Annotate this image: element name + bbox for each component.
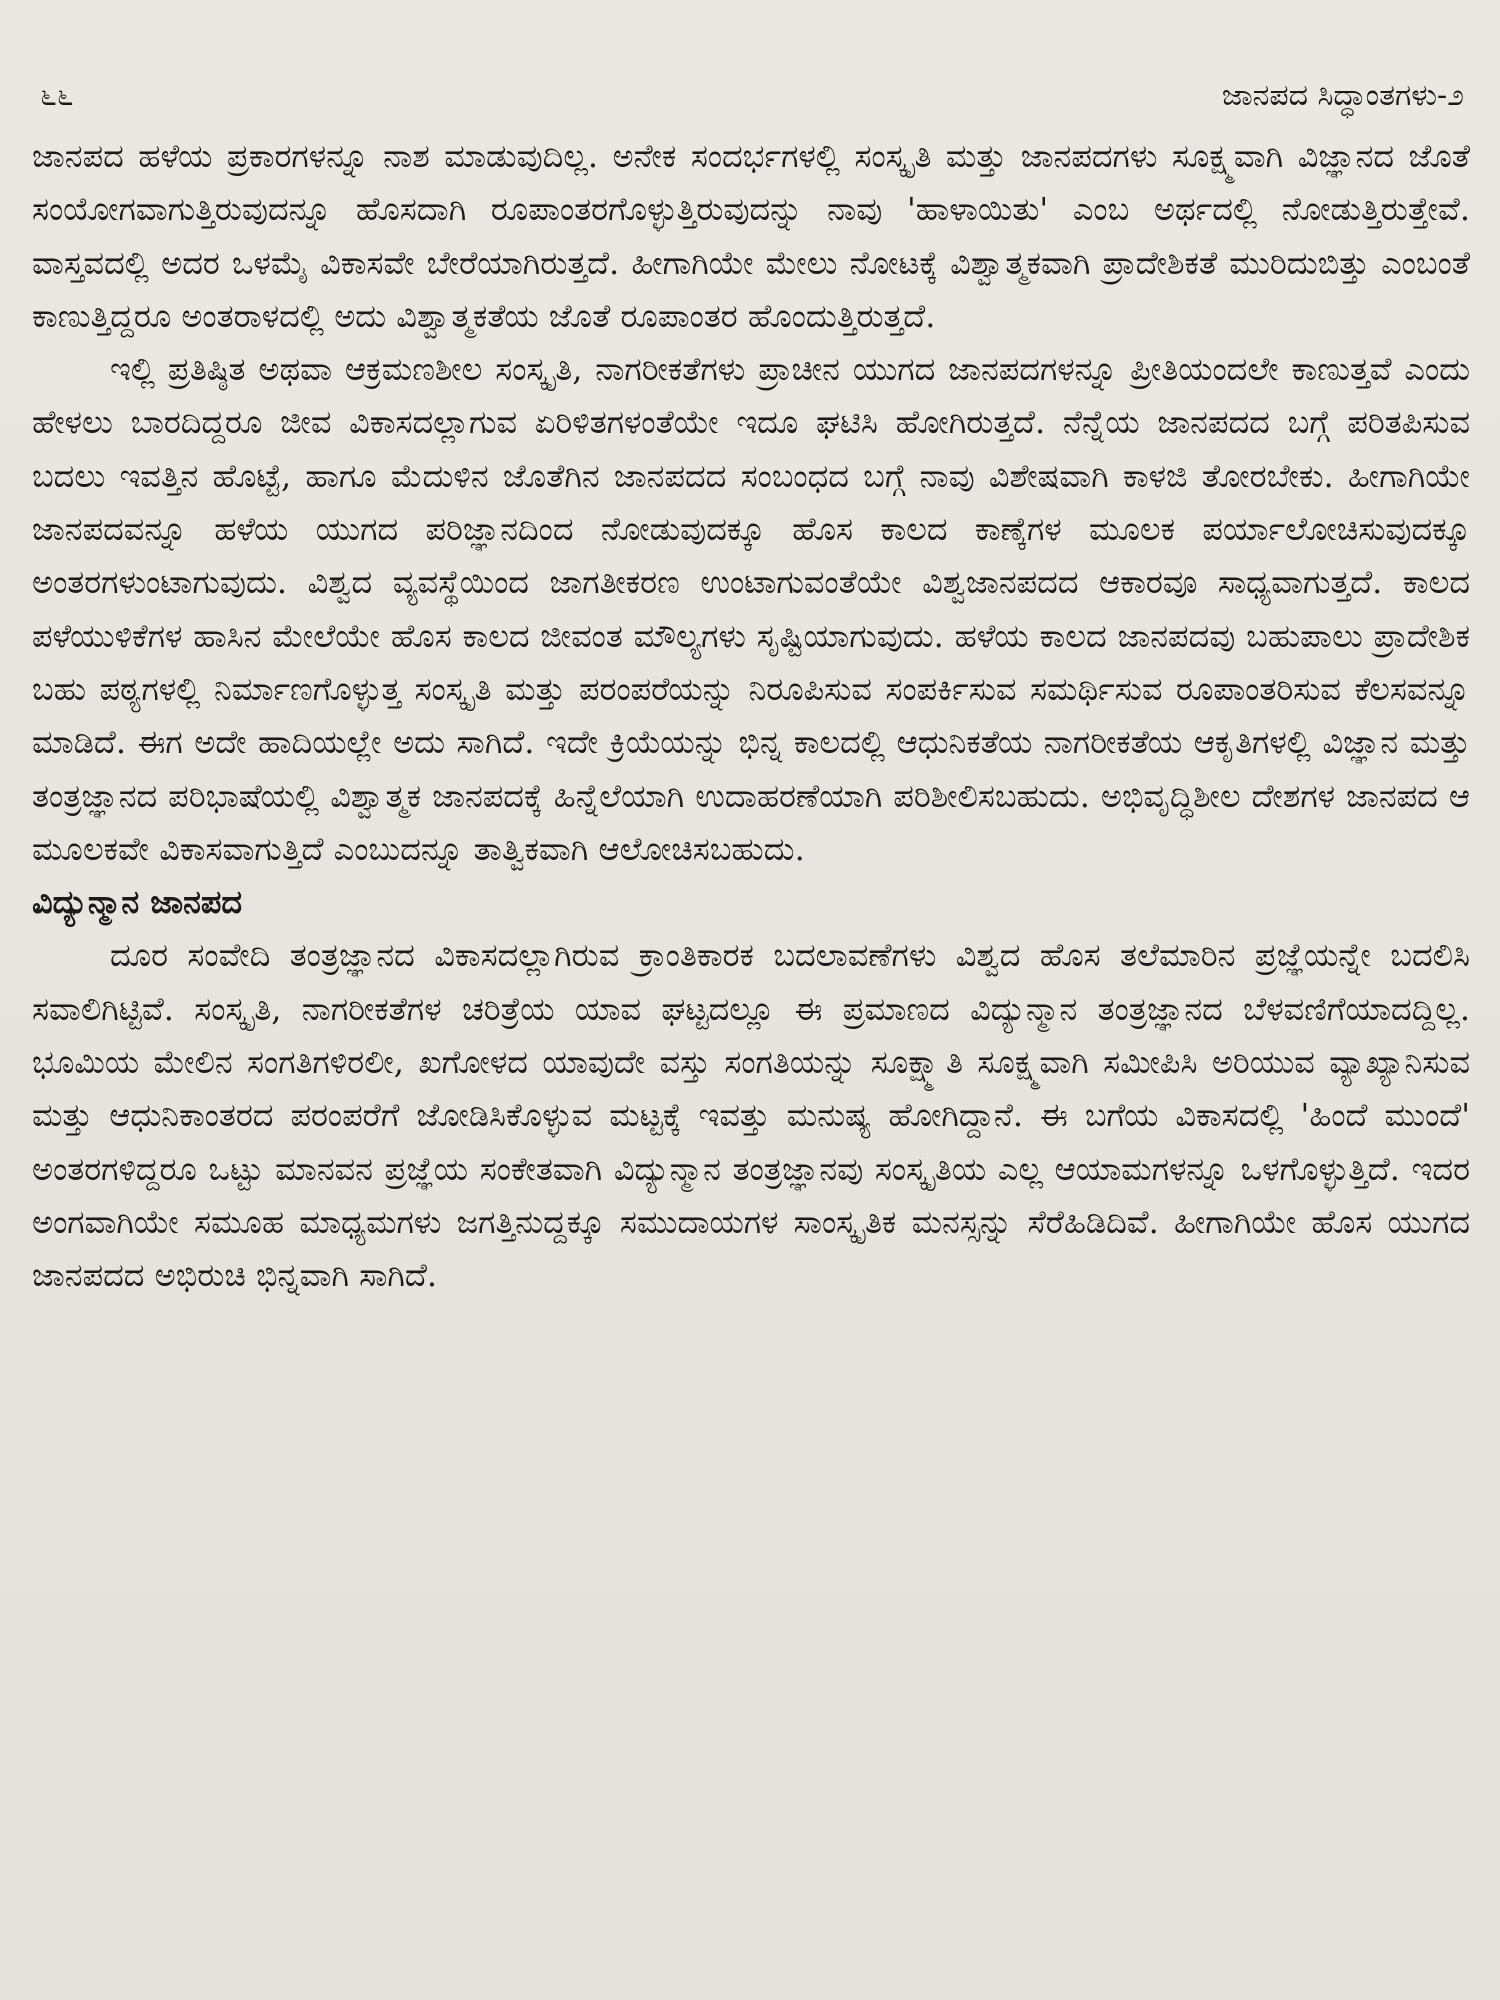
section-paragraph: ದೂರ ಸಂವೇದಿ ತಂತ್ರಜ್ಞಾನದ ವಿಕಾಸದಲ್ಲಾಗಿರುವ ಕ್ರಾಂತಿಕಾರಕ ಬದಲಾವಣೆಗಳು ವಿಶ್ವದ ಹೊಸ ತಲೆಮಾರಿನ ಪ್ರಜ್ಞೆಯನ್ನೇ ಬದಲಿಸಿ ಸವಾಲಿಗಿಟ್ಟಿವೆ. ಸಂಸ್ಕೃತಿ, ನಾಗರೀಕತೆಗಳ ಚರಿತ್ರೆಯ ಯಾವ ಘಟ್ಟದಲ್ಲೂ ಈ ಪ್ರಮಾಣದ ವಿದ್ಯುನ್ಮಾನ ತಂತ್ರಜ್ಞಾನದ ಬೆಳವಣಿಗೆಯಾದದ್ದಿಲ್ಲ. ಭೂಮಿಯ ಮೇಲಿನ ಸಂಗತಿಗಳಿರಲೀ, ಖಗೋಳದ ಯಾವುದೇ ವಸ್ತು ಸಂಗತಿಯನ್ನು ಸೂಕ್ಷ್ಮಾತಿ ಸೂಕ್ಷ್ಮವಾಗಿ ಸಮೀಪಿಸಿ ಅರಿಯುವ ವ್ಯಾಖ್ಯಾನಿಸುವ ಮತ್ತು ಆಧುನಿಕಾಂತರದ ಪರಂಪರೆಗೆ ಜೋಡಿಸಿಕೊಳ್ಳುವ ಮಟ್ಟಕ್ಕೆ ಇವತ್ತು ಮನುಷ್ಯ ಹೋಗಿದ್ದಾನೆ. ಈ ಬಗೆಯ ವಿಕಾಸದಲ್ಲಿ 'ಹಿಂದೆ ಮುಂದೆ' ಅಂತರಗಳಿದ್ದರೂ ಒಟ್ಟು ಮಾನವನ ಪ್ರಜ್ಞೆಯ ಸಂಕೇತವಾಗಿ ವಿದ್ಯುನ್ಮಾನ ತಂತ್ರಜ್ಞಾನವು ಸಂಸ್ಕೃತಿಯ ಎಲ್ಲ ಆಯಾಮಗಳನ್ನೂ ಒಳಗೊಳ್ಳುತ್ತಿದೆ. ಇದರ ಅಂಗವಾಗಿಯೇ ಸಮೂಹ ಮಾಧ್ಯಮಗಳು ಜಗತ್ತಿನುದ್ದಕ್ಕೂ ಸಮುದಾಯಗಳ ಸಾಂಸ್ಕೃತಿಕ ಮನಸ್ಸನ್ನು ಸೆರೆಹಿಡಿದಿವೆ. ಹೀಗಾಗಿಯೇ ಹೊಸ ಯುಗದ ಜಾನಪದದ ಅಭಿರುಚಿ ಭಿನ್ನವಾಗಿ ಸಾಗಿದೆ. bbox=[32, 936, 1470, 1295]
page-header bbox=[32, 78, 1470, 130]
page-body bbox=[32, 130, 1470, 1303]
running-title: ಜಾನಪದ ಸಿದ್ಧಾಂತಗಳು-೨ bbox=[1221, 78, 1464, 113]
page-number: ೬೬ bbox=[40, 78, 74, 113]
paragraph-2: ಇಲ್ಲಿ ಪ್ರತಿಷ್ಠಿತ ಅಥವಾ ಆಕ್ರಮಣಶೀಲ ಸಂಸ್ಕೃತಿ, ನಾಗರೀಕತೆಗಳು ಪ್ರಾಚೀನ ಯುಗದ ಜಾನಪದಗಳನ್ನೂ ಪ್ರೀತಿಯಂದಲೇ ಕಾಣುತ್ತವೆ ಎಂದು ಹೇಳಲು ಬಾರದಿದ್ದರೂ ಜೀವ ವಿಕಾಸದಲ್ಲಾಗುವ ಏರಿಳಿತಗಳಂತೆಯೇ ಇದೂ ಘಟಿಸಿ ಹೋಗಿರುತ್ತದೆ. ನೆನ್ನೆಯ ಜಾನಪದದ ಬಗ್ಗೆ ಪರಿತಪಿಸುವ ಬದಲು ಇವತ್ತಿನ ಹೊಟ್ಟೆ, ಹಾಗೂ ಮೆದುಳಿನ ಜೊತೆಗಿನ ಜಾನಪದದ ಸಂಬಂಧದ ಬಗ್ಗೆ ನಾವು ವಿಶೇಷವಾಗಿ ಕಾಳಜಿ ತೋರಬೇಕು. ಹೀಗಾಗಿಯೇ ಜಾನಪದವನ್ನೂ ಹಳೆಯ ಯುಗದ ಪರಿಜ್ಞಾನದಿಂದ ನೋಡುವುದಕ್ಕೂ ಹೊಸ ಕಾಲದ ಕಾಣ್ಕೆಗಳ ಮೂಲಕ ಪರ್ಯಾಲೋಚಿಸುವುದಕ್ಕೂ ಅಂತರಗಳುಂಟಾಗುವುದು. ವಿಶ್ವದ ವ್ಯವಸ್ಥೆಯಿಂದ ಜಾಗತೀಕರಣ ಉಂಟಾಗುವಂತೆಯೇ ವಿಶ್ವಜಾನಪದದ ಆಕಾರವೂ ಸಾಧ್ಯವಾಗುತ್ತದೆ. ಕಾಲದ ಪಳೆಯುಳಿಕೆಗಳ ಹಾಸಿನ ಮೇಲೆಯೇ ಹೊಸ ಕಾಲದ ಜೀವಂತ ಮೌಲ್ಯಗಳು ಸೃಷ್ಟಿಯಾಗುವುದು. ಹಳೆಯ ಕಾಲದ ಜಾನಪದವು ಬಹುಪಾಲು ಪ್ರಾದೇಶಿಕ ಬಹು ಪಠ್ಯಗಳಲ್ಲಿ ನಿರ್ಮಾಣಗೊಳ್ಳುತ್ತ ಸಂಸ್ಕೃತಿ ಮತ್ತು ಪರಂಪರೆಯನ್ನು ನಿರೂಪಿಸುವ ಸಂಪರ್ಕಿಸುವ ಸಮರ್ಥಿಸುವ ರೂಪಾಂತರಿಸುವ ಕೆಲಸವನ್ನೂ ಮಾಡಿದೆ. ಈಗ ಅದೇ ಹಾದಿಯಲ್ಲೇ ಅದು ಸಾಗಿದೆ. ಇದೇ ಕ್ರಿಯೆಯನ್ನು ಭಿನ್ನ ಕಾಲದಲ್ಲಿ ಆಧುನಿಕತೆಯ ನಾಗರೀಕತೆಯ ಆಕೃತಿಗಳಲ್ಲಿ ವಿಜ್ಞಾನ ಮತ್ತು ತಂತ್ರಜ್ಞಾನದ ಪರಿಭಾಷೆಯಲ್ಲಿ ವಿಶ್ವಾತ್ಮಕ ಜಾನಪದಕ್ಕೆ ಹಿನ್ನೆಲೆಯಾಗಿ ಉದಾಹರಣೆಯಾಗಿ ಪರಿಶೀಲಿಸಬಹುದು. ಅಭಿವೃದ್ಧಿಶೀಲ ದೇಶಗಳ ಜಾನಪದ ಆ ಮೂಲಕವೇ ವಿಕಾಸವಾಗುತ್ತಿದೆ ಎಂಬುದನ್ನೂ ತಾತ್ವಿಕವಾಗಿ ಆಲೋಚಿಸಬಹುದು. bbox=[32, 350, 1470, 868]
section-heading: ವಿದ್ಯುನ್ಮಾನ ಜಾನಪದ bbox=[32, 883, 243, 922]
paragraph-1: ಜಾನಪದ ಹಳೆಯ ಪ್ರಕಾರಗಳನ್ನೂ ನಾಶ ಮಾಡುವುದಿಲ್ಲ. ಅನೇಕ ಸಂದರ್ಭಗಳಲ್ಲಿ ಸಂಸ್ಕೃತಿ ಮತ್ತು ಜಾನಪದಗಳು ಸೂಕ್ಷ್ಮವಾಗಿ ವಿಜ್ಞಾನದ ಜೊತೆ ಸಂಯೋಗವಾಗುತ್ತಿರುವುದನ್ನೂ ಹೊಸದಾಗಿ ರೂಪಾಂತರಗೊಳ್ಳುತ್ತಿರುವುದನ್ನು ನಾವು 'ಹಾಳಾಯಿತು' ಎಂಬ ಅರ್ಥದಲ್ಲಿ ನೋಡುತ್ತಿರುತ್ತೇವೆ. ವಾಸ್ತವದಲ್ಲಿ ಅದರ ಒಳಮೈ ವಿಕಾಸವೇ ಬೇರೆಯಾಗಿರುತ್ತದೆ. ಹೀಗಾಗಿಯೇ ಮೇಲು ನೋಟಕ್ಕೆ ವಿಶ್ವಾತ್ಮಕವಾಗಿ ಪ್ರಾದೇಶಿಕತೆ ಮುರಿದುಬಿತ್ತು ಎಂಬಂತೆ ಕಾಣುತ್ತಿದ್ದರೂ ಅಂತರಾಳದಲ್ಲಿ ಅದು ವಿಶ್ವಾತ್ಮಕತೆಯ ಜೊತೆ ರೂಪಾಂತರ ಹೊಂದುತ್ತಿರುತ್ತದೆ. bbox=[32, 137, 1470, 335]
